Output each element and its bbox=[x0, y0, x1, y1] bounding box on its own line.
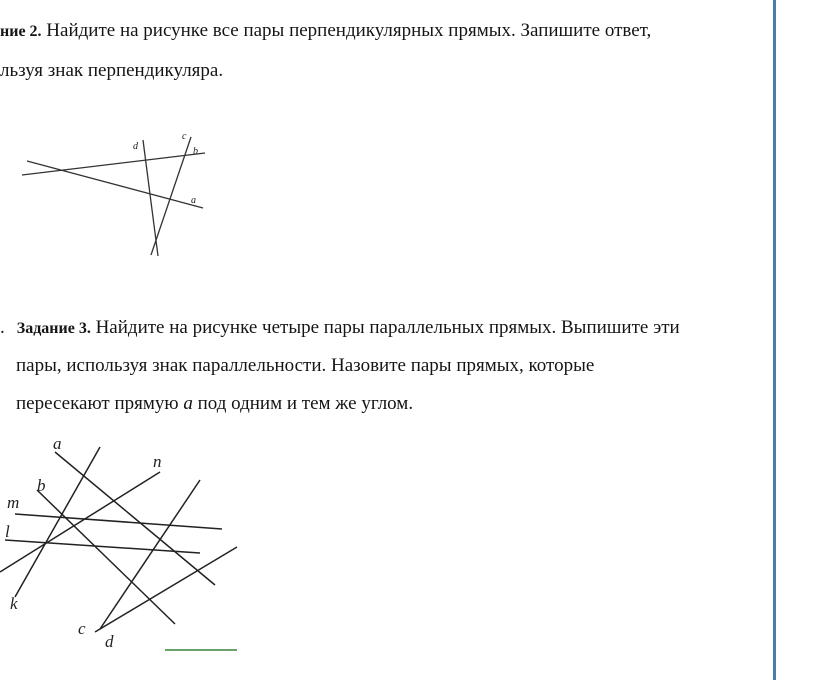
task3-label: Задание 3. bbox=[16, 320, 91, 337]
task2-line-b bbox=[22, 153, 205, 175]
task3-label-a: a bbox=[53, 434, 62, 453]
task3-line-n bbox=[0, 472, 160, 572]
task2-line1 bbox=[0, 20, 651, 43]
task3-label-c: c bbox=[78, 619, 86, 638]
task3-line-b bbox=[37, 490, 175, 624]
task2-label-c: c bbox=[182, 131, 187, 142]
task3-text-3a: пересекают прямую bbox=[16, 393, 184, 414]
task3-label-d: d bbox=[105, 632, 114, 651]
task3-line2: пары, используя знак параллельности. Назовите пары прямых, которые bbox=[16, 355, 595, 376]
task3-line3 bbox=[16, 393, 413, 415]
task2-line-d bbox=[143, 140, 158, 256]
task2-label-b: b bbox=[193, 146, 198, 157]
task3-var-a: a bbox=[183, 393, 193, 414]
task2-figure bbox=[15, 128, 215, 263]
task2-text-1: Найдите на рисунке все пары перпендикулярных прямых. Запишите ответ, bbox=[41, 20, 652, 41]
task2-label: ние 2. bbox=[0, 23, 42, 40]
task3-line-k bbox=[15, 447, 100, 597]
task3-label-l: l bbox=[5, 522, 10, 541]
task3-label-k: k bbox=[10, 594, 18, 613]
task2-line-a bbox=[27, 161, 203, 208]
task3-text-1: Найдите на рисунке четыре пары параллельных прямых. Выпишите эти bbox=[90, 317, 680, 338]
task3-line1 bbox=[0, 317, 680, 340]
task3-number-mark: . bbox=[0, 317, 5, 338]
task2-line2: льзуя знак перпендикуляра. bbox=[0, 60, 224, 81]
task3-label-n: n bbox=[153, 452, 162, 471]
task2-label-d: d bbox=[133, 141, 138, 152]
task3-label-b: b bbox=[37, 476, 46, 495]
task3-line-d bbox=[95, 547, 237, 632]
task2-label-a: a bbox=[191, 195, 196, 206]
page-right-border bbox=[773, 0, 776, 680]
task3-figure bbox=[0, 432, 245, 657]
task3-text-3b: под одним и тем же углом. bbox=[192, 393, 414, 414]
task3-line-m bbox=[15, 514, 222, 529]
task3-label-m: m bbox=[7, 493, 20, 512]
